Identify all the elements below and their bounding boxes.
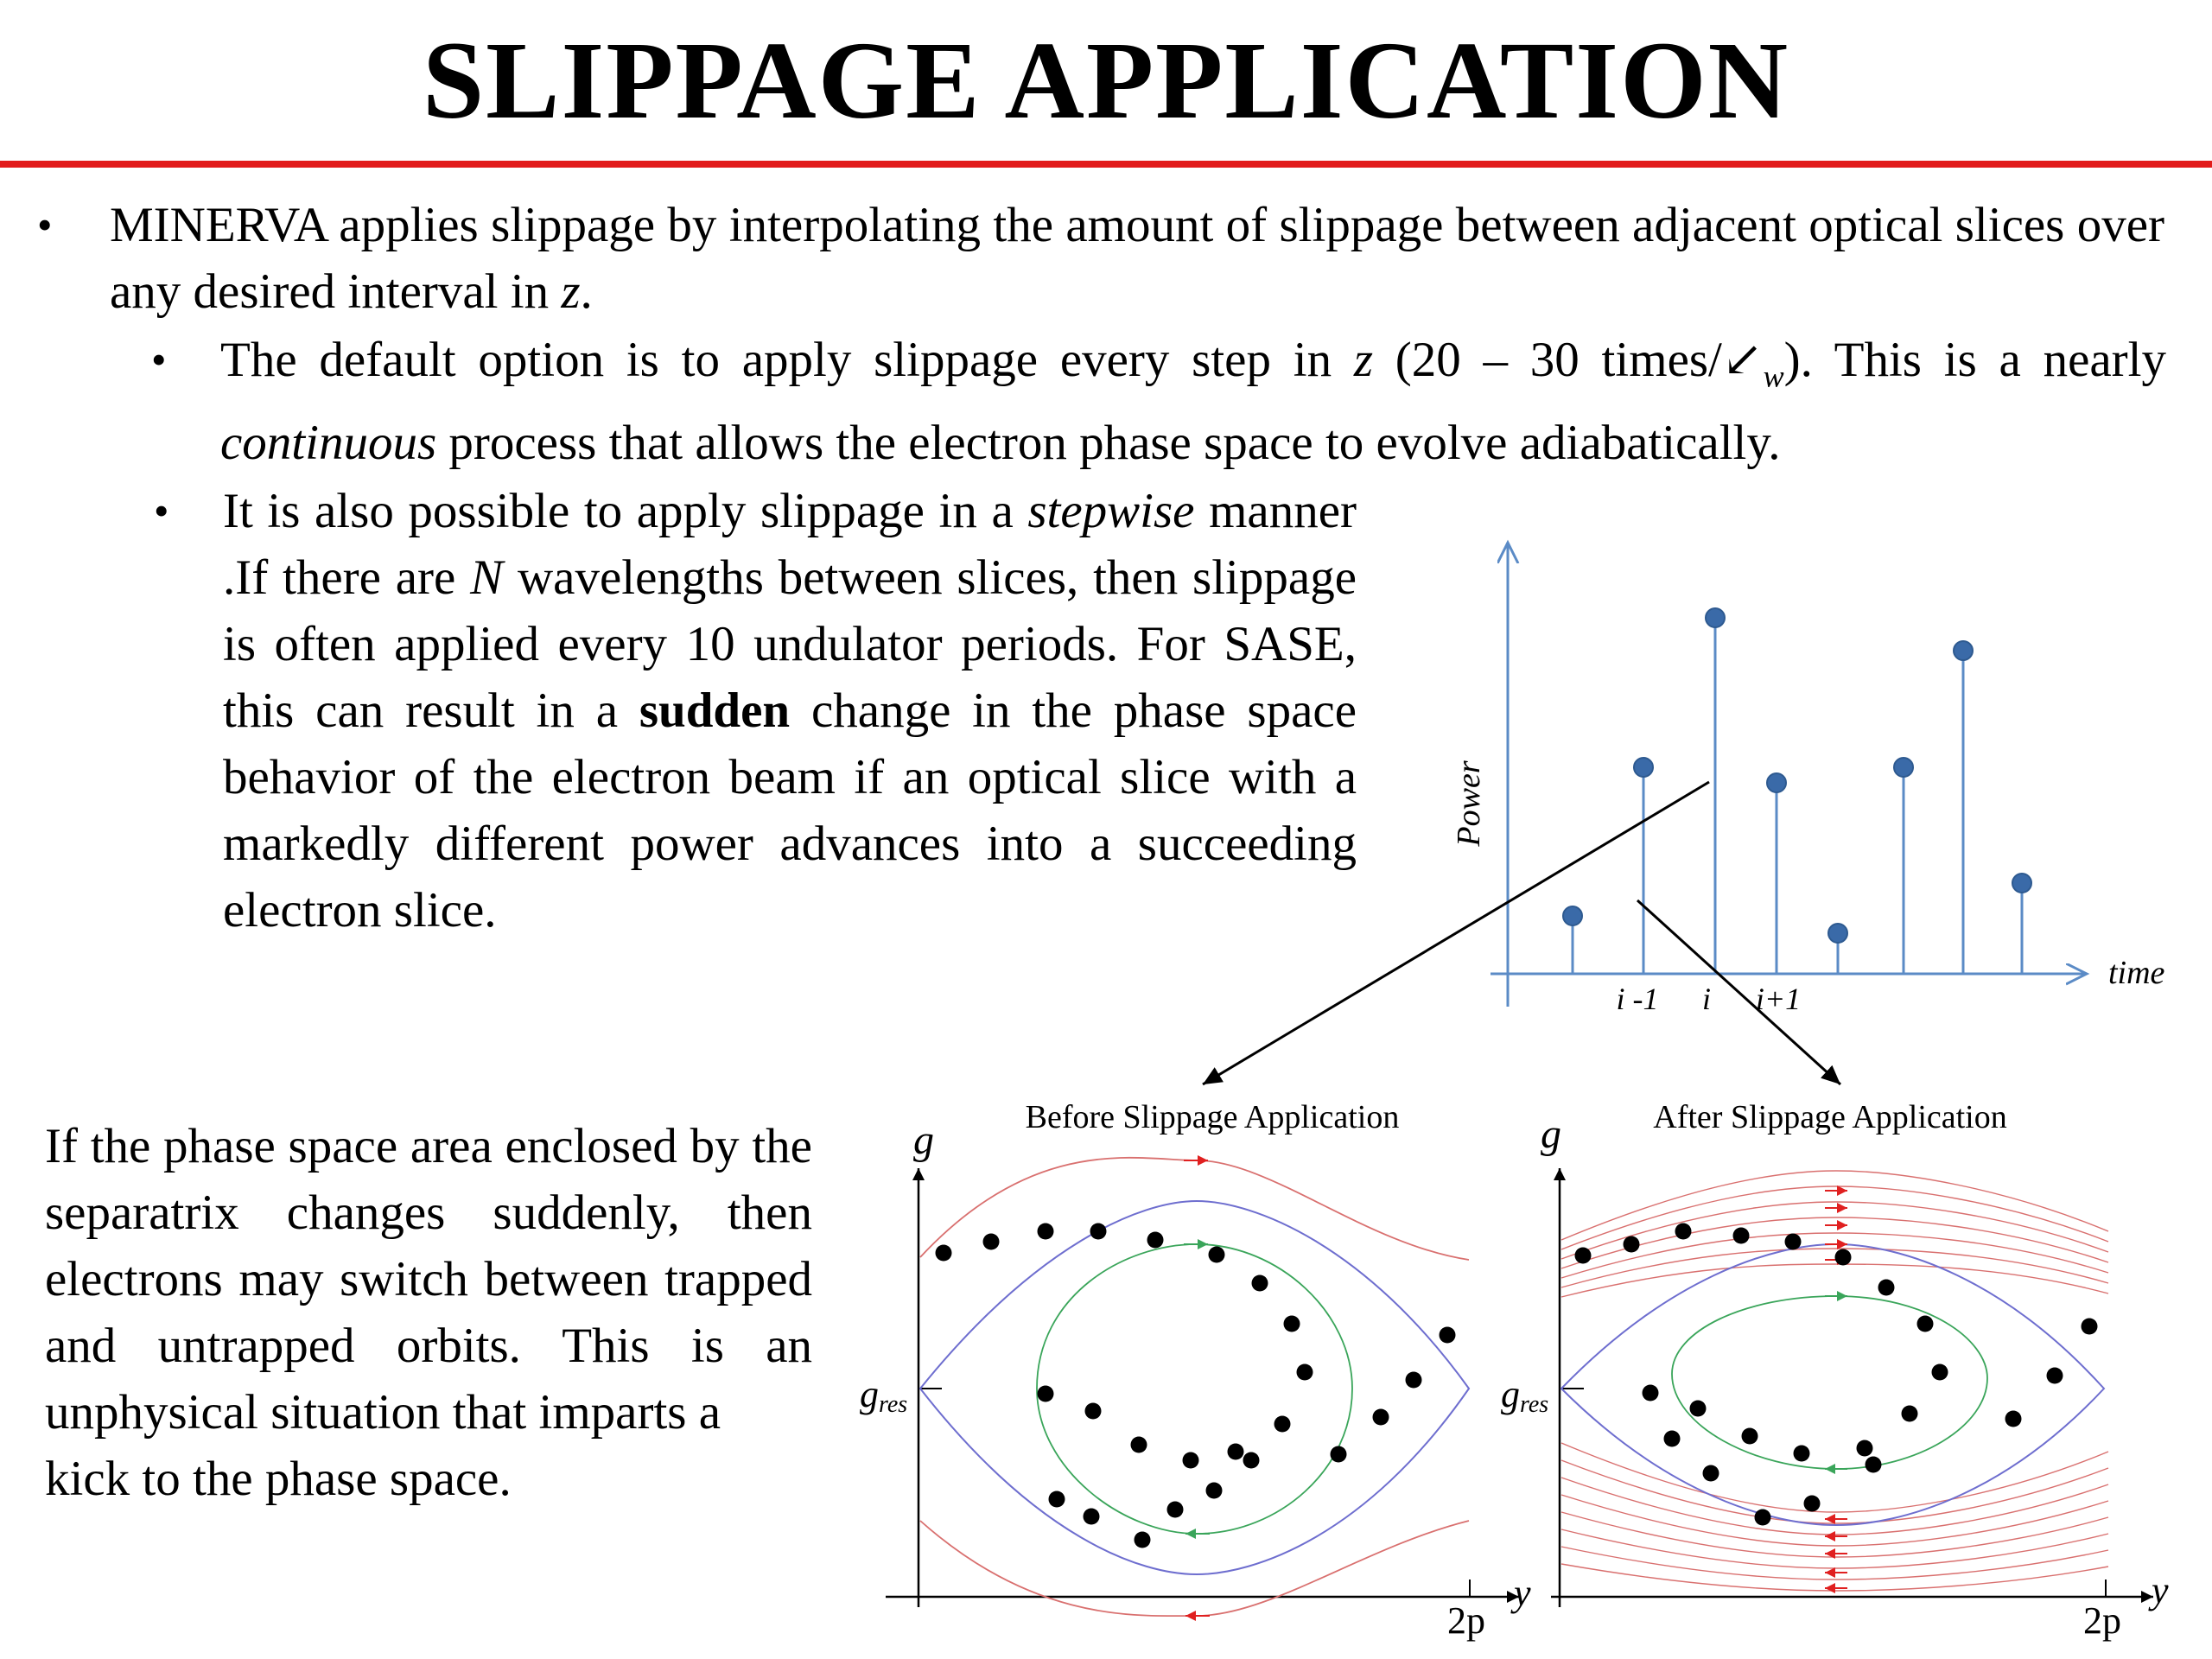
var-z: z xyxy=(1353,333,1374,387)
electron-dot xyxy=(1804,1496,1821,1512)
electron-dot xyxy=(1733,1228,1750,1244)
after-open-orbit-top xyxy=(1561,1249,2108,1287)
electron-dot xyxy=(1206,1483,1223,1499)
after-closed-orbit xyxy=(1672,1296,1987,1469)
time-xlabel: time xyxy=(2108,955,2165,991)
after-open-orbits xyxy=(1561,1171,2108,1591)
before-gres-sub: res xyxy=(879,1391,908,1418)
lambda-symbol: ↙ xyxy=(1721,333,1764,387)
before-title: Before Slippage Application xyxy=(1025,1099,1400,1135)
electron-dot xyxy=(936,1245,952,1262)
electron-dot xyxy=(1274,1416,1291,1433)
power-stem-marker xyxy=(1828,924,1847,943)
electron-dot xyxy=(1085,1403,1102,1420)
electron-dot xyxy=(1331,1446,1347,1463)
before-open-orbit-bottom xyxy=(920,1521,1469,1616)
electron-dot xyxy=(1084,1509,1100,1525)
tick-i-minus-1: i -1 xyxy=(1616,982,1659,1016)
var-z: z xyxy=(561,264,581,319)
electron-dot xyxy=(1131,1437,1147,1453)
power-stem-plot xyxy=(1451,543,2165,1016)
electron-dot xyxy=(1243,1452,1260,1469)
electron-dot xyxy=(1038,1224,1054,1240)
electron-dot xyxy=(1297,1364,1313,1381)
electron-dot xyxy=(2082,1319,2098,1335)
bullet-stepwise-text-c: wavelengths between slices, then slippage is often applied every 10 undulator periods. For SASE, this can result in a xyxy=(223,550,1357,738)
bullet-minerva-end: . xyxy=(580,264,593,319)
after-gres xyxy=(1501,1373,1548,1418)
tick-i: i xyxy=(1701,982,1712,1016)
before-phase-plot xyxy=(860,1099,1531,1642)
power-stem-marker xyxy=(1767,773,1786,792)
electron-dot xyxy=(1866,1457,1882,1473)
electron-dot xyxy=(1857,1440,1873,1457)
before-closed-orbit xyxy=(1037,1244,1352,1534)
bullet-minerva-text: MINERVA applies slippage by interpolating the amount of slippage between adjacent optical slices over any desired interval in xyxy=(110,198,2164,319)
after-open-orbit-top xyxy=(1561,1264,2108,1297)
power-stems xyxy=(1563,608,2031,974)
before-ylabel: g xyxy=(913,1117,934,1163)
bullet-default-text-c: ). This is a nearly xyxy=(1783,333,2166,387)
electron-dot xyxy=(1902,1406,1918,1422)
power-stem-marker xyxy=(1634,758,1653,777)
electron-dot xyxy=(1643,1385,1659,1402)
electron-dot xyxy=(1690,1401,1707,1417)
electron-dot xyxy=(1440,1327,1456,1344)
electron-dot xyxy=(2005,1411,2022,1427)
before-gres-g: g xyxy=(860,1373,879,1415)
after-ylabel: g xyxy=(1541,1111,1561,1157)
lambda-subscript: w xyxy=(1763,359,1784,394)
power-stem-marker xyxy=(1706,608,1725,627)
after-phase-plot xyxy=(1501,1099,2169,1642)
after-gres-sub: res xyxy=(1520,1391,1549,1418)
electron-dot xyxy=(1049,1491,1065,1508)
after-open-orbit-bottom xyxy=(1561,1443,2108,1512)
before-gres xyxy=(860,1373,907,1418)
continuous-emphasis: continuous xyxy=(220,416,437,471)
tick-i-plus-1: i+1 xyxy=(1755,982,1802,1016)
before-xlabel: y xyxy=(1514,1572,1531,1614)
after-open-orbit-top xyxy=(1561,1202,2108,1259)
after-gres-g: g xyxy=(1501,1373,1520,1415)
electron-dot xyxy=(1675,1224,1692,1240)
before-separatrix xyxy=(920,1201,1469,1574)
electron-dot xyxy=(1755,1510,1771,1526)
electron-dot xyxy=(2047,1368,2063,1384)
electron-dot xyxy=(1878,1280,1895,1296)
electron-dot xyxy=(1135,1532,1151,1548)
sudden-bold: sudden xyxy=(639,683,791,738)
paragraph-main: If the phase space area enclosed by the separatrix changes suddenly, then electrons may switch between trapped and untrapped orbits. This is an unphysical situation that imparts a xyxy=(45,1119,812,1440)
bullet-dot: • xyxy=(37,200,53,249)
paragraph-last-line: kick to the phase space. xyxy=(45,1452,512,1506)
before-x-end: 2p xyxy=(1447,1599,1485,1642)
power-stem-marker xyxy=(1894,758,1913,777)
power-stem-marker xyxy=(2012,874,2031,893)
bullet-stepwise-text-d: change in the phase space behavior of the electron beam if an optical slice with a markedly different power advances into a succeeding electron slice. xyxy=(223,683,1357,938)
bullet-stepwise-text-a: It is also possible to apply slippage in a xyxy=(223,484,1028,538)
electron-dot xyxy=(1252,1275,1268,1292)
electron-dot xyxy=(1284,1316,1300,1332)
electron-dot xyxy=(1090,1224,1107,1240)
electron-dot xyxy=(1183,1452,1199,1469)
before-electrons xyxy=(936,1224,1456,1548)
electron-dot xyxy=(1228,1444,1244,1460)
electron-dot xyxy=(1794,1446,1810,1462)
bullet-dot: • xyxy=(151,335,167,384)
electron-dot xyxy=(1406,1372,1422,1389)
after-x-end: 2p xyxy=(2083,1599,2121,1642)
bullet-default-text-a: The default option is to apply slippage every step in xyxy=(220,333,1354,387)
electron-dot xyxy=(1167,1502,1184,1518)
after-open-orbit-top xyxy=(1561,1171,2108,1240)
after-title: After Slippage Application xyxy=(1653,1099,2007,1135)
electron-dot xyxy=(1373,1409,1389,1426)
page-title: SLIPPAGE APPLICATION xyxy=(422,19,1790,142)
after-open-orbit-bottom xyxy=(1561,1547,2108,1580)
electron-dot xyxy=(983,1234,1000,1250)
electron-dot xyxy=(1147,1232,1164,1249)
after-xlabel: y xyxy=(2152,1569,2169,1611)
electron-dot xyxy=(1932,1364,1948,1381)
electron-dot xyxy=(1835,1249,1852,1266)
electron-dot xyxy=(1703,1465,1719,1482)
after-electrons xyxy=(1575,1224,2098,1526)
after-open-orbit-bottom xyxy=(1561,1478,2108,1535)
stepwise-emphasis: stepwise xyxy=(1027,484,1195,538)
power-stem-marker xyxy=(1954,641,1973,660)
electron-dot xyxy=(1624,1236,1640,1253)
electron-dot xyxy=(1785,1234,1802,1250)
bullet-stepwise-text-b: manner .If there are xyxy=(223,484,1357,605)
electron-dot xyxy=(1742,1428,1758,1445)
var-N: N xyxy=(470,550,504,605)
electron-dot xyxy=(1575,1248,1592,1264)
electron-dot xyxy=(1038,1386,1054,1402)
after-separatrix xyxy=(1561,1244,2104,1525)
power-stem-marker xyxy=(1563,906,1582,925)
electron-dot xyxy=(1664,1431,1681,1447)
bullet-default-text-b: (20 – 30 times/ xyxy=(1373,333,1722,387)
arrow-to-after-plot xyxy=(1637,900,1840,1084)
bullet-default-text-d: process that allows the electron phase space to evolve adiabatically. xyxy=(436,416,1781,471)
electron-dot xyxy=(1209,1247,1225,1263)
electron-dot xyxy=(1917,1316,1934,1332)
after-open-orbit-bottom xyxy=(1561,1495,2108,1546)
bullet-dot: • xyxy=(154,486,169,535)
power-ylabel: Power xyxy=(1451,760,1487,847)
